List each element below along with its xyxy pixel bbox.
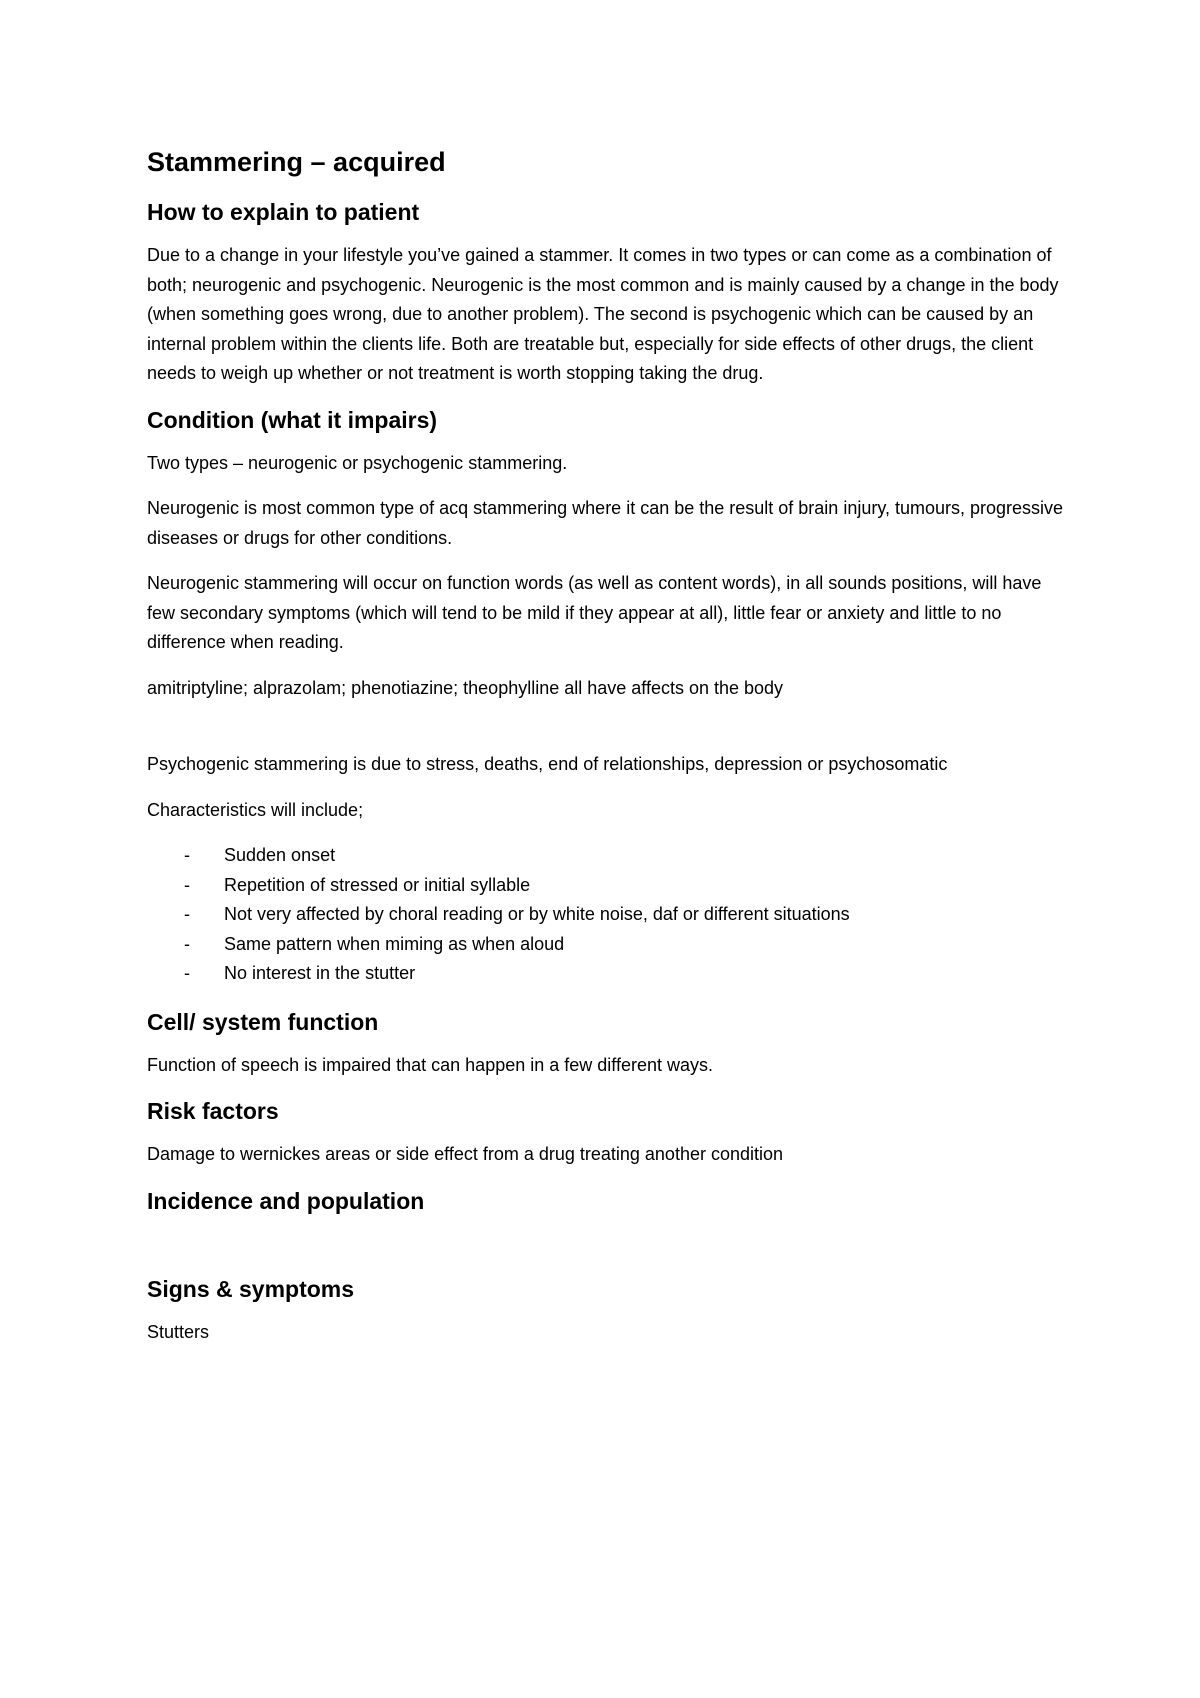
document-page xyxy=(147,145,1067,1363)
list-item-text: No interest in the stutter xyxy=(224,963,416,983)
bullet-dash: - xyxy=(184,874,190,895)
bullet-dash: - xyxy=(184,904,190,924)
bullet-dash: - xyxy=(184,963,190,983)
list-item-text: Sudden onset xyxy=(224,845,336,865)
bullet-dash: - xyxy=(184,933,190,954)
condition-types-paragraph: Two types – neurogenic or psychogenic stammering. xyxy=(147,452,568,473)
list-item xyxy=(147,930,1067,960)
neurogenic-features-paragraph: Neurogenic stammering will occur on function words (as well as content words), in all sounds positions, will have few secondary symptoms (which will tend to be mild if they appear at all), little fear or anxiety and little to no difference when reading. xyxy=(147,573,1042,652)
list-item-text: Same pattern when miming as when aloud xyxy=(224,933,565,954)
heading-signs-symptoms: Signs & symptoms xyxy=(147,1275,355,1302)
heading-how-to-explain: How to explain to patient xyxy=(147,199,420,225)
list-item-text: Not very affected by choral reading or by white noise, daf or different situations xyxy=(224,904,850,924)
list-item xyxy=(147,841,1067,871)
heading-condition: Condition (what it impairs) xyxy=(147,406,438,433)
list-item xyxy=(147,871,1067,901)
list-item xyxy=(147,959,1067,989)
bullet-dash: - xyxy=(184,845,190,865)
heading-cell-system-function: Cell/ system function xyxy=(147,1008,379,1035)
signs-paragraph: Stutters xyxy=(147,1321,210,1342)
characteristics-list xyxy=(147,841,1067,989)
drugs-paragraph: amitriptyline; alprazolam; phenotiazine; theophylline all have affects on the body xyxy=(147,677,784,698)
blank-line xyxy=(147,1230,1067,1274)
heading-risk-factors: Risk factors xyxy=(147,1098,279,1124)
heading-incidence-population: Incidence and population xyxy=(147,1187,425,1214)
neurogenic-cause-paragraph: Neurogenic is most common type of acq stammering where it can be the result of brain injury, tumours, progressive diseases or drugs for other conditions. xyxy=(147,498,1064,548)
blank-line xyxy=(147,719,1067,750)
list-item-text: Repetition of stressed or initial syllable xyxy=(224,874,531,895)
characteristics-intro: Characteristics will include; xyxy=(147,799,364,820)
risk-factors-paragraph: Damage to wernickes areas or side effect from a drug treating another condition xyxy=(147,1144,784,1164)
list-item xyxy=(147,900,1067,930)
document-title: Stammering – acquired xyxy=(147,147,446,177)
psychogenic-paragraph: Psychogenic stammering is due to stress, deaths, end of relationships, depression or psychosomatic xyxy=(147,754,948,774)
cell-function-paragraph: Function of speech is impaired that can happen in a few different ways. xyxy=(147,1054,713,1075)
explain-paragraph: Due to a change in your lifestyle you’ve gained a stammer. It comes in two types or can come as a combination of both; neurogenic and psychogenic. Neurogenic is the most common and is mainly caused by a change in the body (when something goes wrong, due to another problem). The second is psychogenic which can be caused by an internal problem within the clients life. Both are treatable but, especially for side effects of other drugs, the client needs to weigh up whether or not treatment is worth stopping taking the drug. xyxy=(147,245,1059,383)
